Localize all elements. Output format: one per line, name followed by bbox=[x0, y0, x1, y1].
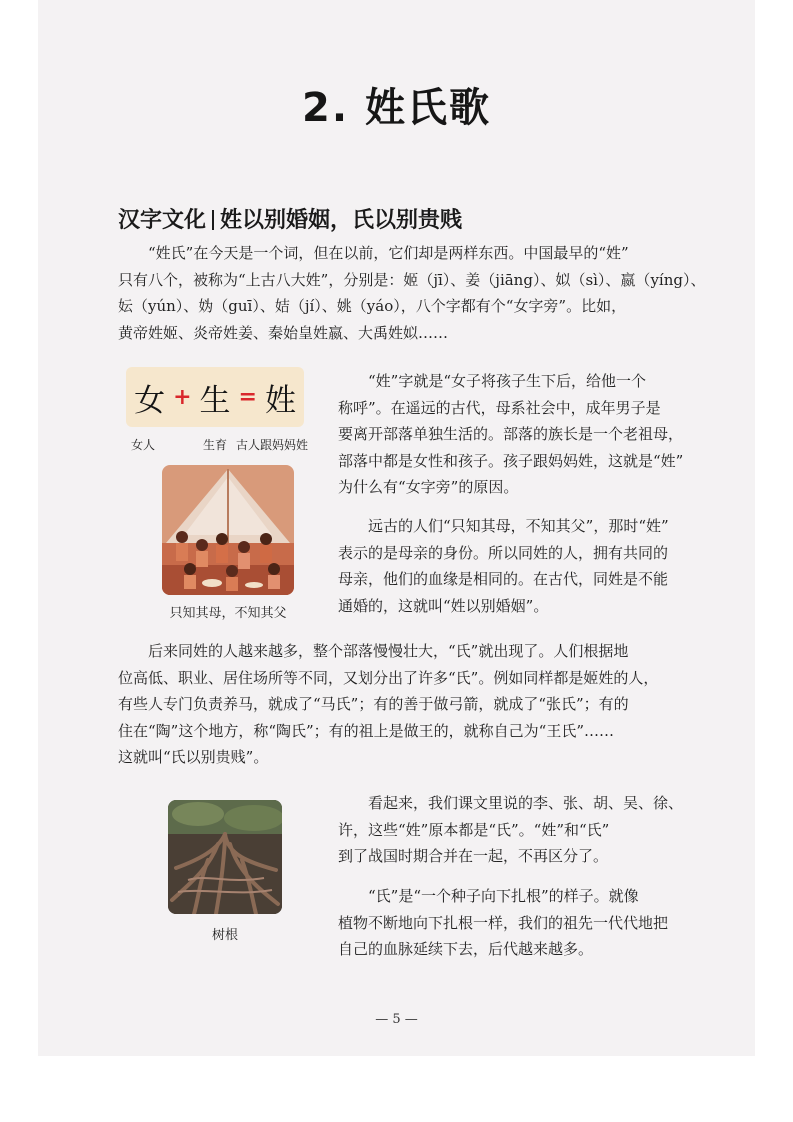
tribe-scene-image bbox=[162, 465, 294, 595]
text-line: “姓”字就是“女子将孩子生下后，给他一个 bbox=[368, 372, 647, 390]
formula-sheng: 生 bbox=[199, 382, 231, 419]
tribe-illustration bbox=[162, 465, 294, 595]
section-tag: 汉字文化 bbox=[118, 208, 207, 233]
text-line: 为什么有“女字旁”的原因。 bbox=[338, 478, 519, 496]
section-title: 姓以别婚姻，氏以别贵贱 bbox=[220, 208, 463, 233]
tree-roots-image bbox=[168, 800, 282, 914]
caption-xing: 古人跟妈妈姓 bbox=[236, 438, 309, 452]
paragraph-xing-meaning bbox=[338, 368, 683, 501]
text-line: 远古的人们“只知其母，不知其父”，那时“姓” bbox=[368, 517, 669, 535]
text-line: 称呼”。在遥远的古代，母系社会中，成年男子是 bbox=[338, 398, 661, 417]
text-line: 植物不断地向下扎根一样，我们的祖先一代代地把 bbox=[338, 913, 669, 932]
text-line: 自己的血脉延续下去，后代越来越多。 bbox=[338, 940, 594, 958]
caption-nu: 女人 bbox=[131, 438, 156, 452]
text-line: 黄帝姓姬、炎帝姓姜、秦始皇姓嬴、大禹姓姒…… bbox=[118, 323, 449, 342]
text-line: 部落中都是女性和孩子。孩子跟妈妈姓，这就是“姓” bbox=[338, 451, 684, 470]
text-line: 许，这些“姓”原本都是“氏”。“姓”和“氏” bbox=[338, 820, 610, 839]
formula-nu: 女 bbox=[134, 382, 166, 419]
paragraph-surnames bbox=[338, 790, 683, 870]
text-line: 妘（yún）、妫（guī）、姞（jí）、姚（yáo），八个字都有个“女字旁”。比如， bbox=[118, 297, 627, 315]
page-number: — 5 — bbox=[375, 1012, 418, 1027]
page-title: 2. 姓氏歌 bbox=[302, 85, 491, 131]
equals-sign: = bbox=[238, 384, 257, 410]
text-line: 后来同姓的人越来越多，整个部落慢慢壮大，“氏”就出现了。人们根据地 bbox=[148, 642, 629, 660]
text-line: 到了战国时期合并在一起，不再区分了。 bbox=[338, 847, 609, 865]
text-line: 只有八个，被称为“上古八大姓”，分别是：姬（jī）、姜（jiāng）、姒（sì）、嬴（yíng）、 bbox=[118, 270, 706, 289]
text-line: “氏”是“一个种子向下扎根”的样子。就像 bbox=[368, 887, 639, 905]
paragraph-mother-identity bbox=[338, 513, 669, 619]
text-line: “姓氏”在今天是一个词，但在以前，它们却是两样东西。中国最早的“姓” bbox=[148, 244, 629, 262]
section-divider bbox=[212, 210, 214, 230]
paragraph-shi-shape bbox=[338, 883, 668, 963]
section-heading bbox=[118, 203, 462, 234]
tree-root-photo bbox=[168, 800, 282, 914]
paragraph-intro bbox=[118, 240, 705, 346]
text-line: 通婚的，这就叫“姓以别婚姻”。 bbox=[338, 596, 549, 615]
text-line: 表示的是母亲的身份。所以同姓的人，拥有共同的 bbox=[338, 543, 669, 562]
text-line: 要离开部落单独生活的。部落的族长是一个老祖母， bbox=[338, 425, 684, 443]
text-line: 看起来，我们课文里说的李、张、胡、吴、徐、 bbox=[368, 794, 684, 812]
paragraph-shi-origin bbox=[118, 638, 658, 771]
text-line: 位高低、职业、居住场所等不同，又划分出了许多“氏”。例如同样都是姬姓的人， bbox=[118, 668, 659, 687]
text-line: 这就叫“氏以别贵贱”。 bbox=[118, 748, 269, 766]
formula-xing: 姓 bbox=[264, 382, 296, 419]
text-line: 住在“陶”这个地方，称“陶氏”；有的祖上是做王的，就称自己为“王氏”…… bbox=[118, 721, 615, 740]
textbook-page bbox=[38, 0, 755, 1056]
text-line: 有些人专门负责养马，就成了“马氏”；有的善于做弓箭，就成了“张氏”；有的 bbox=[118, 695, 629, 713]
tribe-caption: 只知其母，不知其父 bbox=[169, 606, 287, 621]
text-line: 母亲，他们的血缘是相同的。在古代，同姓是不能 bbox=[338, 570, 669, 588]
caption-sheng: 生育 bbox=[203, 438, 228, 452]
tree-root-caption: 树根 bbox=[211, 928, 238, 943]
plus-sign: + bbox=[173, 384, 192, 410]
character-formula bbox=[126, 367, 304, 427]
